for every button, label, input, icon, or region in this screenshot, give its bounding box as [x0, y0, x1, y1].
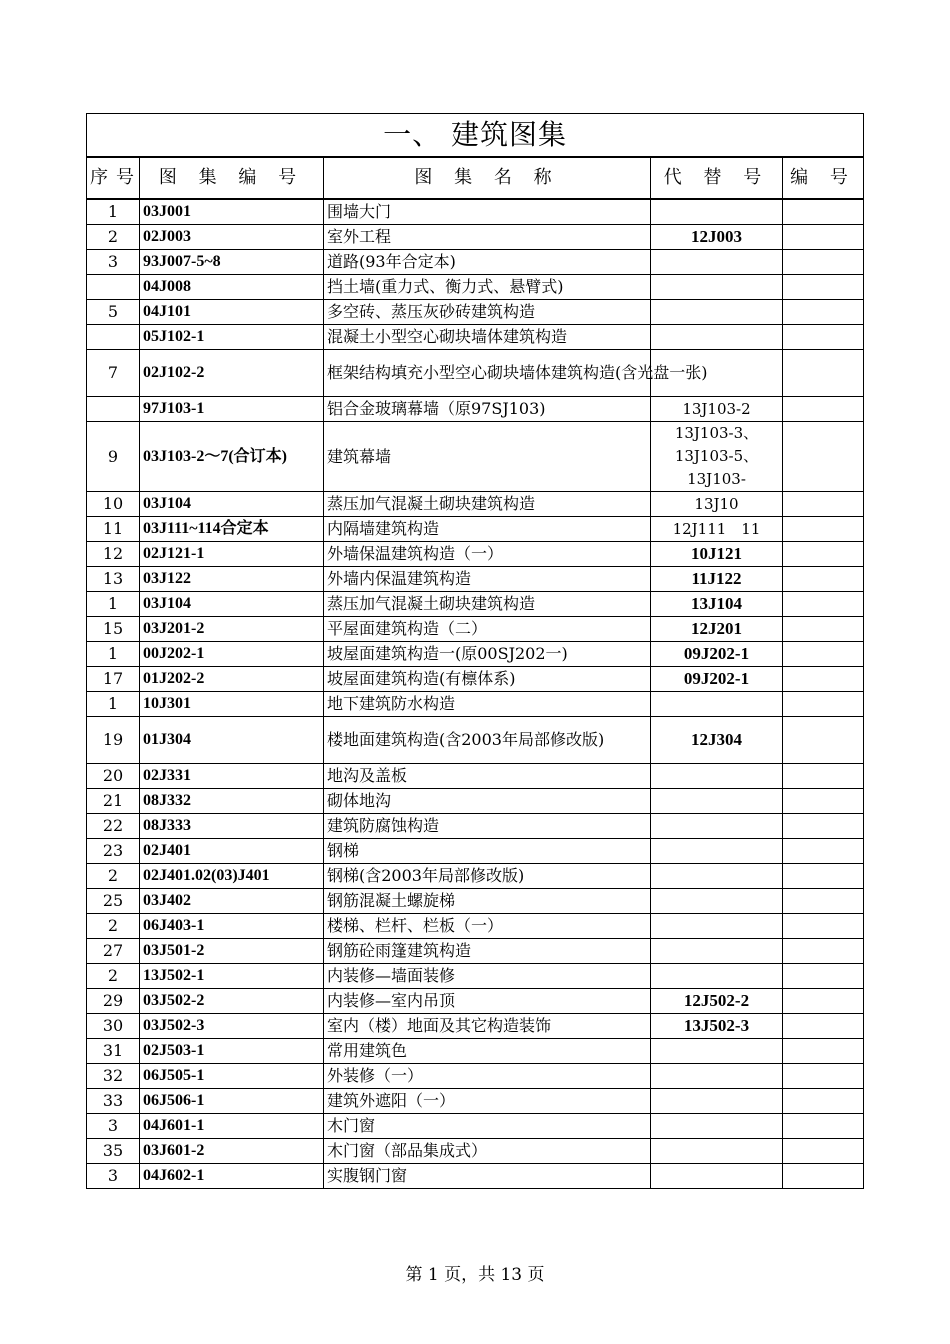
atlas-code: 10J301	[140, 692, 324, 717]
atlas-code: 01J304	[140, 717, 324, 764]
serial-number	[783, 542, 864, 567]
atlas-code: 03J104	[140, 592, 324, 617]
row-number: 32	[87, 1064, 140, 1089]
serial-number	[783, 422, 864, 492]
atlas-code: 02J003	[140, 225, 324, 250]
atlas-name: 建筑防腐蚀构造	[324, 814, 651, 839]
atlas-code: 02J102-2	[140, 350, 324, 397]
serial-number	[783, 567, 864, 592]
table-row	[87, 914, 864, 939]
serial-number	[783, 250, 864, 275]
table-row	[87, 839, 864, 864]
atlas-code: 01J202-2	[140, 667, 324, 692]
serial-number	[783, 667, 864, 692]
atlas-code: 06J403-1	[140, 914, 324, 939]
replacement-code	[651, 325, 783, 350]
table-row	[87, 250, 864, 275]
serial-number	[783, 839, 864, 864]
atlas-code: 04J008	[140, 275, 324, 300]
atlas-name: 楼地面建筑构造(含2003年局部修改版)	[324, 717, 651, 764]
atlas-code: 03J502-3	[140, 1014, 324, 1039]
replacement-code: 13J10	[651, 492, 783, 517]
atlas-code: 02J503-1	[140, 1039, 324, 1064]
header-row	[87, 157, 864, 199]
table-row	[87, 814, 864, 839]
replacement-code	[651, 1064, 783, 1089]
atlas-name: 坡屋面建筑构造一(原00SJ202一)	[324, 642, 651, 667]
row-number: 2	[87, 864, 140, 889]
atlas-code: 03J502-2	[140, 989, 324, 1014]
atlas-name: 地下建筑防水构造	[324, 692, 651, 717]
serial-number	[783, 325, 864, 350]
row-number: 17	[87, 667, 140, 692]
atlas-code: 08J333	[140, 814, 324, 839]
replacement-code	[651, 839, 783, 864]
table-row	[87, 1039, 864, 1064]
row-number: 1	[87, 592, 140, 617]
table-row	[87, 1114, 864, 1139]
replacement-code	[651, 1164, 783, 1189]
row-number: 11	[87, 517, 140, 542]
replacement-code	[651, 764, 783, 789]
row-number: 31	[87, 1039, 140, 1064]
atlas-name: 内隔墙建筑构造	[324, 517, 651, 542]
serial-number	[783, 1114, 864, 1139]
table-row	[87, 325, 864, 350]
atlas-name: 蒸压加气混凝土砌块建筑构造	[324, 592, 651, 617]
serial-number	[783, 1064, 864, 1089]
table-row	[87, 300, 864, 325]
atlas-name: 钢梯(含2003年局部修改版)	[324, 864, 651, 889]
replacement-code: 13J103-3、13J103-5、13J103-	[651, 422, 783, 492]
replacement-code: 10J121	[651, 542, 783, 567]
serial-number	[783, 939, 864, 964]
atlas-name: 建筑外遮阳（一）	[324, 1089, 651, 1114]
atlas-name: 室外工程	[324, 225, 651, 250]
atlas-name: 道路(93年合定本)	[324, 250, 651, 275]
atlas-code: 04J101	[140, 300, 324, 325]
serial-number	[783, 1039, 864, 1064]
atlas-name: 蒸压加气混凝土砌块建筑构造	[324, 492, 651, 517]
table-row	[87, 422, 864, 492]
row-number: 27	[87, 939, 140, 964]
serial-number	[783, 964, 864, 989]
table-row	[87, 1164, 864, 1189]
row-number: 15	[87, 617, 140, 642]
atlas-name: 砌体地沟	[324, 789, 651, 814]
atlas-name: 内装修—墙面装修	[324, 964, 651, 989]
replacement-code	[651, 199, 783, 225]
row-number: 12	[87, 542, 140, 567]
row-number: 1	[87, 642, 140, 667]
replacement-code	[651, 864, 783, 889]
table-row	[87, 764, 864, 789]
serial-number	[783, 642, 864, 667]
table-row	[87, 964, 864, 989]
table-row	[87, 617, 864, 642]
row-number: 21	[87, 789, 140, 814]
table-row	[87, 1089, 864, 1114]
atlas-name: 混凝土小型空心砌块墙体建筑构造	[324, 325, 651, 350]
serial-number	[783, 1089, 864, 1114]
row-number: 19	[87, 717, 140, 764]
row-number: 5	[87, 300, 140, 325]
serial-number	[783, 592, 864, 617]
row-number: 30	[87, 1014, 140, 1039]
table-row	[87, 1064, 864, 1089]
serial-number	[783, 350, 864, 397]
replacement-code	[651, 889, 783, 914]
atlas-code: 03J601-2	[140, 1139, 324, 1164]
page-footer: 第 1 页，共 13 页	[405, 1265, 545, 1285]
atlas-code: 03J501-2	[140, 939, 324, 964]
atlas-table	[86, 113, 864, 1189]
replacement-code	[651, 1114, 783, 1139]
atlas-name: 框架结构填充小型空心砌块墙体建筑构造(含光盘一张)	[324, 350, 651, 397]
row-number: 1	[87, 692, 140, 717]
serial-number	[783, 1164, 864, 1189]
replacement-code: 12J304	[651, 717, 783, 764]
header-replace: 代 替 号	[651, 157, 783, 199]
table-row	[87, 492, 864, 517]
serial-number	[783, 989, 864, 1014]
row-number: 1	[87, 199, 140, 225]
atlas-name: 楼梯、栏杆、栏板（一）	[324, 914, 651, 939]
serial-number	[783, 764, 864, 789]
row-number	[87, 325, 140, 350]
table-row	[87, 567, 864, 592]
atlas-name: 内装修—室内吊顶	[324, 989, 651, 1014]
replacement-code	[651, 914, 783, 939]
table-row	[87, 350, 864, 397]
replacement-code	[651, 1139, 783, 1164]
replacement-code	[651, 692, 783, 717]
row-number: 29	[87, 989, 140, 1014]
atlas-name: 钢梯	[324, 839, 651, 864]
atlas-name: 外墙保温建筑构造（一）	[324, 542, 651, 567]
row-number: 7	[87, 350, 140, 397]
replacement-code: 12J003	[651, 225, 783, 250]
atlas-code: 03J104	[140, 492, 324, 517]
row-number	[87, 397, 140, 422]
row-number: 35	[87, 1139, 140, 1164]
serial-number	[783, 1014, 864, 1039]
replacement-code	[651, 250, 783, 275]
row-number: 33	[87, 1089, 140, 1114]
atlas-name: 钢筋砼雨篷建筑构造	[324, 939, 651, 964]
header-name: 图 集 名 称	[324, 157, 651, 199]
atlas-code: 06J505-1	[140, 1064, 324, 1089]
replacement-code: 13J502-3	[651, 1014, 783, 1039]
atlas-code: 08J332	[140, 789, 324, 814]
page-title-text: 一、 建筑图集	[383, 118, 567, 151]
atlas-code: 05J102-1	[140, 325, 324, 350]
atlas-name: 实腹钢门窗	[324, 1164, 651, 1189]
serial-number	[783, 717, 864, 764]
serial-number	[783, 889, 864, 914]
atlas-code: 02J401.02(03)J401	[140, 864, 324, 889]
serial-number	[783, 1139, 864, 1164]
serial-number	[783, 492, 864, 517]
atlas-name: 木门窗（部品集成式）	[324, 1139, 651, 1164]
replacement-code	[651, 939, 783, 964]
atlas-code: 03J103-2～7(合订本)	[140, 422, 324, 492]
table-row	[87, 1014, 864, 1039]
table-row	[87, 789, 864, 814]
atlas-code: 97J103-1	[140, 397, 324, 422]
replacement-code: 12J502-2	[651, 989, 783, 1014]
replacement-code	[651, 964, 783, 989]
serial-number	[783, 300, 864, 325]
atlas-code: 02J331	[140, 764, 324, 789]
atlas-name: 建筑幕墙	[324, 422, 651, 492]
replacement-code	[651, 1089, 783, 1114]
atlas-name: 常用建筑色	[324, 1039, 651, 1064]
serial-number	[783, 225, 864, 250]
row-number: 9	[87, 422, 140, 492]
serial-number	[783, 199, 864, 225]
replacement-code: 11J122	[651, 567, 783, 592]
replacement-code: 13J103-2	[651, 397, 783, 422]
table-row	[87, 542, 864, 567]
atlas-name: 地沟及盖板	[324, 764, 651, 789]
table-row	[87, 225, 864, 250]
row-number: 22	[87, 814, 140, 839]
serial-number	[783, 517, 864, 542]
table-row	[87, 397, 864, 422]
atlas-code: 03J122	[140, 567, 324, 592]
table-row	[87, 517, 864, 542]
atlas-name: 室内（楼）地面及其它构造装饰	[324, 1014, 651, 1039]
page-title	[87, 114, 864, 158]
atlas-code: 02J401	[140, 839, 324, 864]
serial-number	[783, 864, 864, 889]
table-row	[87, 889, 864, 914]
replacement-code: 12J201	[651, 617, 783, 642]
header-no: 序号	[87, 157, 140, 199]
atlas-code: 04J602-1	[140, 1164, 324, 1189]
serial-number	[783, 617, 864, 642]
replacement-code: 12J111 11	[651, 517, 783, 542]
atlas-name: 挡土墙(重力式、衡力式、悬臂式)	[324, 275, 651, 300]
atlas-name: 围墙大门	[324, 199, 651, 225]
serial-number	[783, 814, 864, 839]
row-number: 3	[87, 1114, 140, 1139]
replacement-code: 09J202-1	[651, 642, 783, 667]
atlas-name: 木门窗	[324, 1114, 651, 1139]
table-row	[87, 667, 864, 692]
table-row	[87, 989, 864, 1014]
row-number: 3	[87, 250, 140, 275]
serial-number	[783, 692, 864, 717]
replacement-code	[651, 1039, 783, 1064]
table-row	[87, 275, 864, 300]
atlas-name: 外装修（一）	[324, 1064, 651, 1089]
row-number: 2	[87, 914, 140, 939]
atlas-code: 06J506-1	[140, 1089, 324, 1114]
replacement-code	[651, 814, 783, 839]
atlas-code: 00J202-1	[140, 642, 324, 667]
atlas-name: 多空砖、蒸压灰砂砖建筑构造	[324, 300, 651, 325]
header-code: 图 集 编 号	[140, 157, 324, 199]
atlas-name: 平屋面建筑构造（二）	[324, 617, 651, 642]
row-number: 3	[87, 1164, 140, 1189]
replacement-code	[651, 789, 783, 814]
replacement-code	[651, 300, 783, 325]
table-row	[87, 939, 864, 964]
serial-number	[783, 397, 864, 422]
atlas-name: 坡屋面建筑构造(有檩体系)	[324, 667, 651, 692]
row-number: 13	[87, 567, 140, 592]
atlas-code: 02J121-1	[140, 542, 324, 567]
atlas-code: 03J201-2	[140, 617, 324, 642]
row-number: 25	[87, 889, 140, 914]
table-row	[87, 692, 864, 717]
row-number: 10	[87, 492, 140, 517]
table-row	[87, 592, 864, 617]
row-number	[87, 275, 140, 300]
replacement-code	[651, 275, 783, 300]
atlas-code: 03J111~114合定本	[140, 517, 324, 542]
serial-number	[783, 275, 864, 300]
table-row	[87, 199, 864, 225]
row-number: 2	[87, 225, 140, 250]
atlas-code: 13J502-1	[140, 964, 324, 989]
atlas-name: 外墙内保温建筑构造	[324, 567, 651, 592]
serial-number	[783, 914, 864, 939]
replacement-code: 13J104	[651, 592, 783, 617]
atlas-sheet	[86, 113, 863, 1189]
atlas-code: 93J007-5~8	[140, 250, 324, 275]
table-row	[87, 864, 864, 889]
replacement-code: 09J202-1	[651, 667, 783, 692]
serial-number	[783, 789, 864, 814]
table-row	[87, 642, 864, 667]
row-number: 20	[87, 764, 140, 789]
row-number: 2	[87, 964, 140, 989]
atlas-code: 03J402	[140, 889, 324, 914]
atlas-code: 03J001	[140, 199, 324, 225]
table-row	[87, 1139, 864, 1164]
header-num: 编 号	[783, 157, 864, 199]
atlas-name: 钢筋混凝土螺旋梯	[324, 889, 651, 914]
atlas-name: 铝合金玻璃幕墙（原97SJ103)	[324, 397, 651, 422]
atlas-code: 04J601-1	[140, 1114, 324, 1139]
row-number: 23	[87, 839, 140, 864]
table-row	[87, 717, 864, 764]
